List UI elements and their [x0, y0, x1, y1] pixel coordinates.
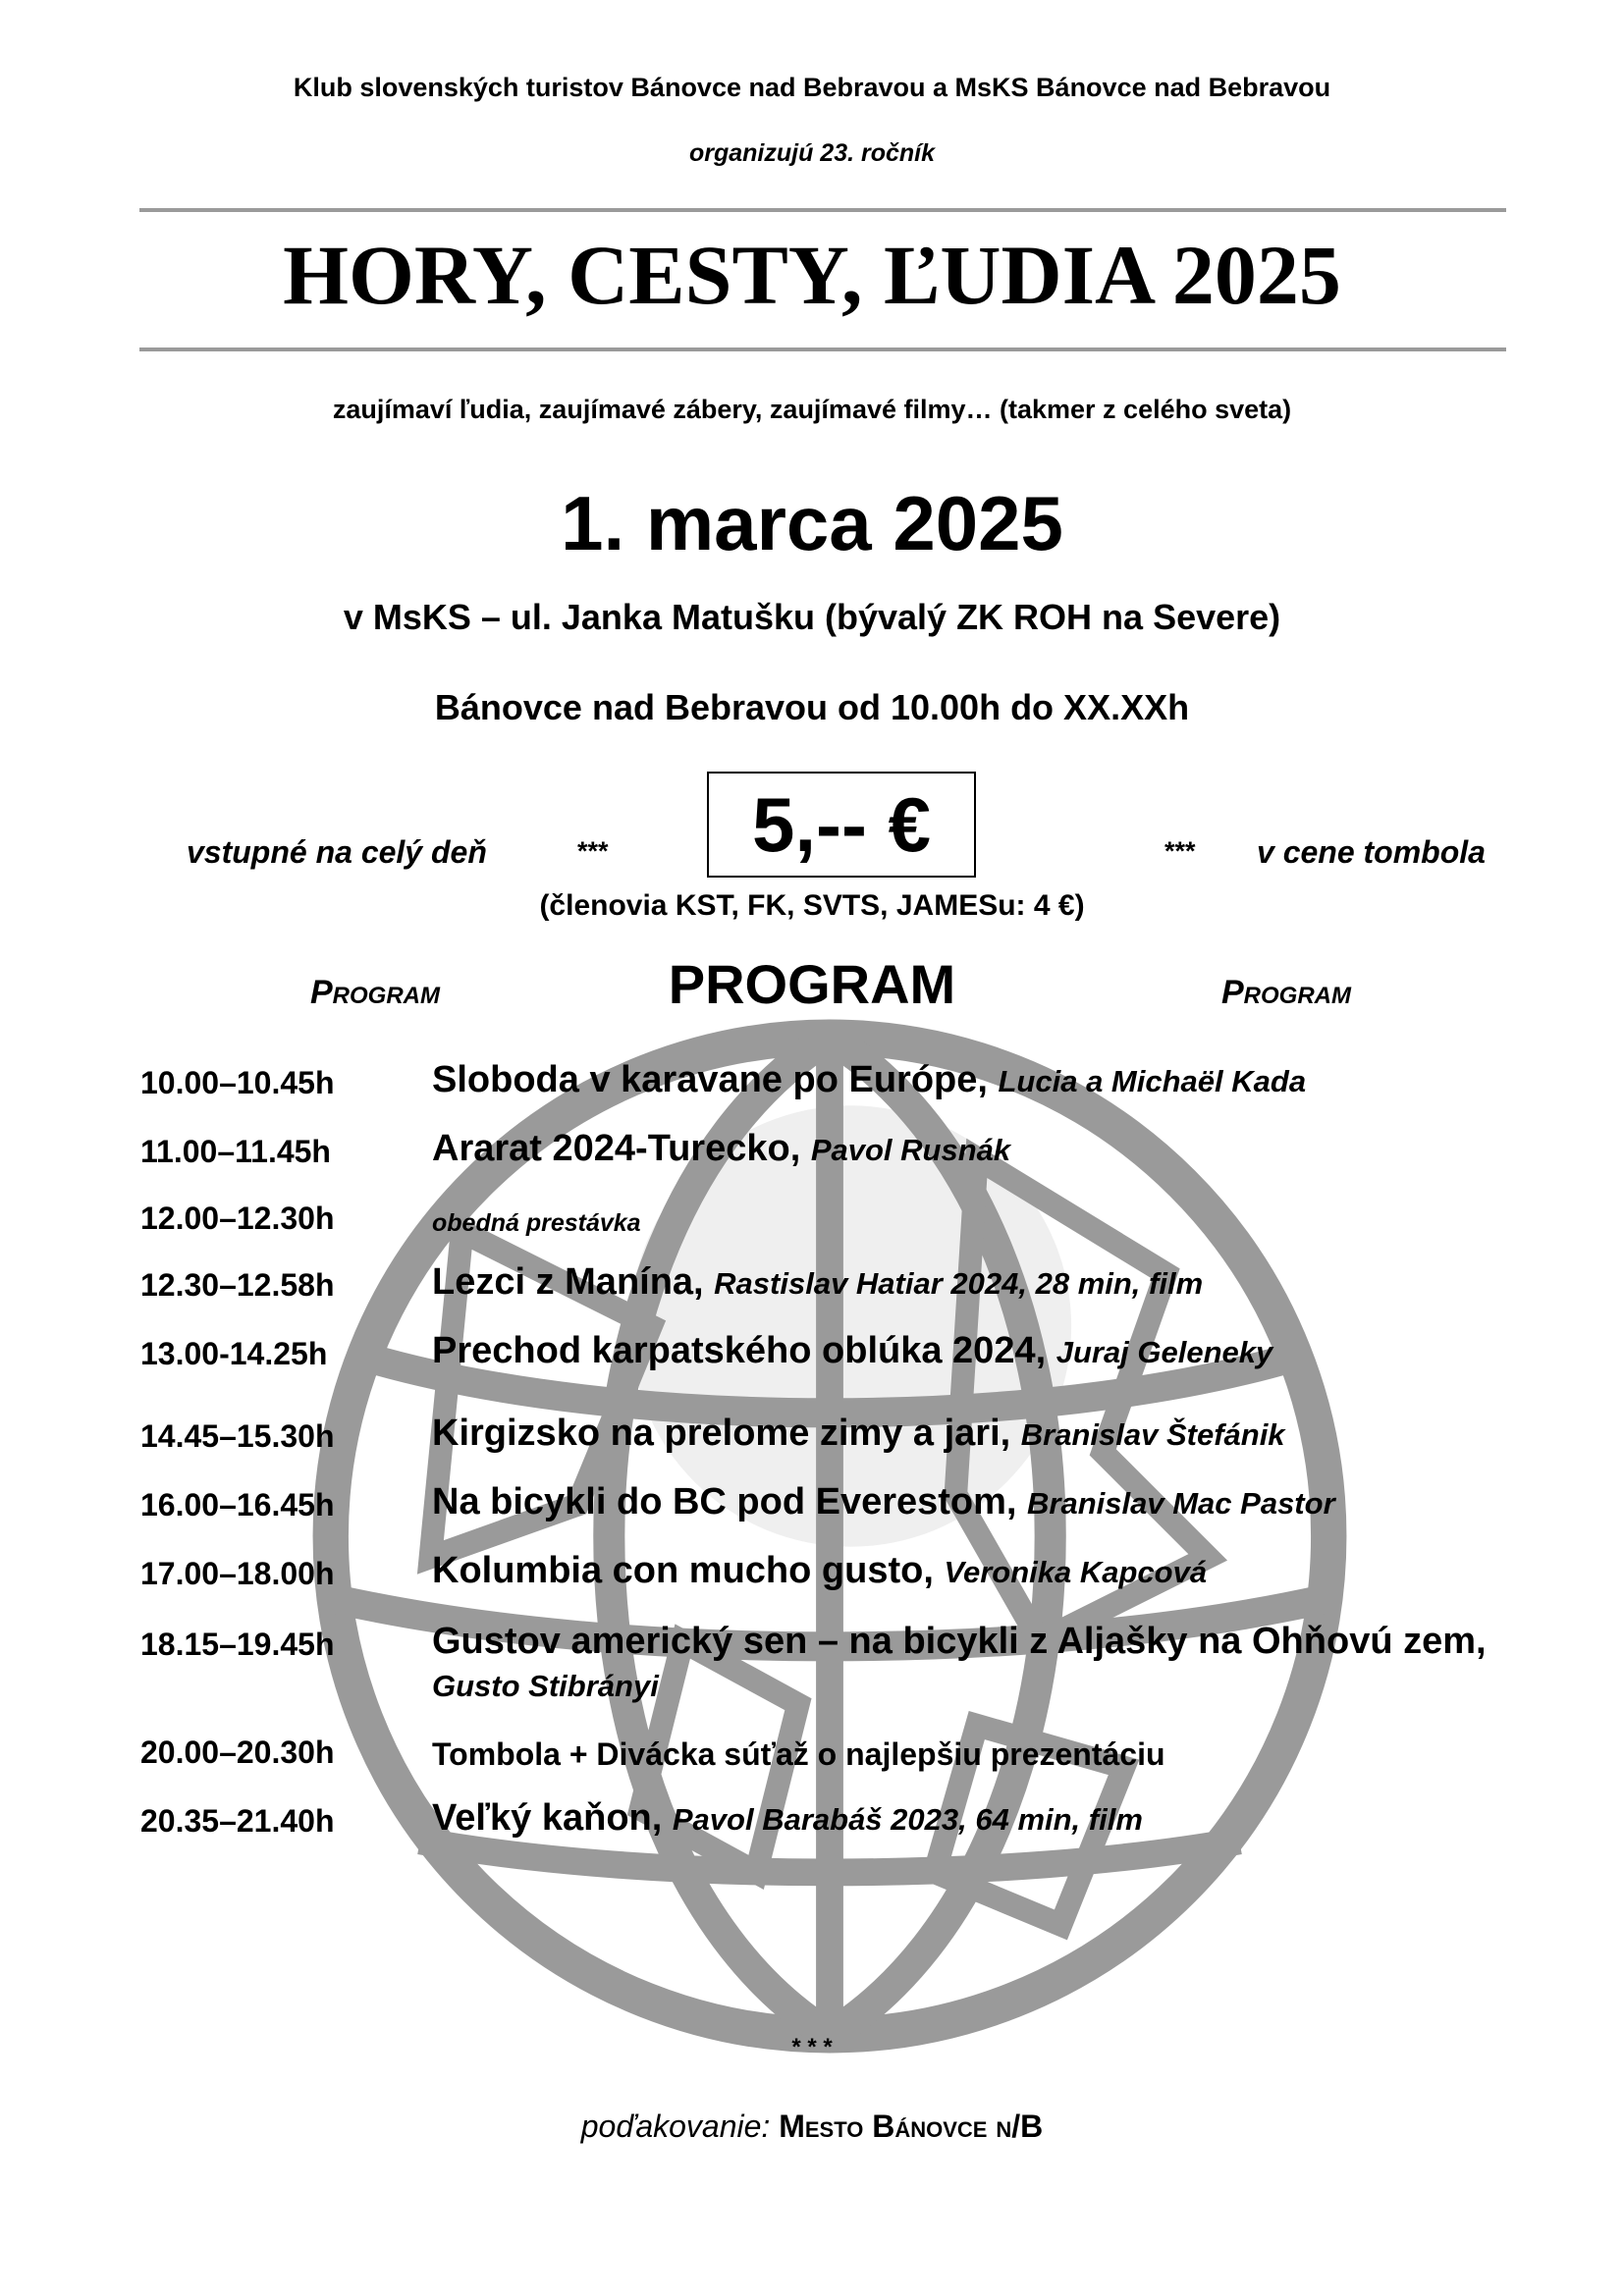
- program-time: 13.00-14.25h: [140, 1336, 328, 1371]
- program-title: [432, 1480, 1335, 1525]
- program-time: 18.15–19.45h: [140, 1627, 335, 1662]
- program-title: [432, 1329, 1272, 1374]
- ticket-right-label: v cene tombola: [1257, 834, 1486, 870]
- program-title-text: Veľký kaňon,: [432, 1797, 673, 1839]
- program-author: Pavol Rusnák: [810, 1133, 1011, 1167]
- program-heading-right: Program: [1221, 974, 1352, 1011]
- program-author: Pavol Barabáš 2023, 64 min, film: [672, 1802, 1143, 1837]
- ticket-left-label: vstupné na celý deň: [187, 834, 487, 870]
- program-title: [432, 1732, 1165, 1776]
- program-time: 20.35–21.40h: [140, 1803, 335, 1839]
- program-author: Branislav Štefánik: [1020, 1417, 1285, 1452]
- ticket-stars-right: ***: [1164, 836, 1196, 866]
- program-title: [432, 1412, 1285, 1457]
- program-author: Branislav Mac Pastor: [1027, 1486, 1335, 1521]
- program-title-text: Ararat 2024-Turecko,: [432, 1128, 811, 1169]
- edition-line: organizujú 23. ročník: [688, 139, 936, 167]
- program-title: [432, 1198, 641, 1245]
- program-time: 12.00–12.30h: [140, 1201, 335, 1236]
- program-title-text: Kirgizsko na prelome zimy a jari,: [432, 1413, 1021, 1454]
- program-time: 17.00–18.00h: [140, 1556, 335, 1591]
- program-title: [432, 1058, 1306, 1103]
- program-time: 16.00–16.45h: [140, 1487, 335, 1522]
- program-heading: PROGRAM: [668, 953, 956, 1015]
- event-date: 1. marca 2025: [561, 480, 1063, 566]
- program-author: Lucia a Michaël Kada: [998, 1064, 1307, 1098]
- thanks-label: poďakovanie:: [580, 2109, 780, 2144]
- ticket-stars-left: ***: [577, 836, 609, 866]
- tagline: zaujímaví ľudia, zaujímavé zábery, zaujímavé filmy… (takmer z celého sveta): [332, 395, 1292, 424]
- thanks-line: [0, 2109, 1624, 2145]
- location-time-line: Bánovce nad Bebravou od 10.00h do XX.XXh: [434, 687, 1190, 727]
- program-title-text: Kolumbia con mucho gusto,: [432, 1550, 945, 1591]
- program-author: Rastislav Hatiar 2024, 28 min, film: [714, 1266, 1204, 1301]
- price-box: 5,-- €: [707, 772, 976, 878]
- ticket-discount: (členovia KST, FK, SVTS, JAMESu: 4 €): [539, 889, 1085, 922]
- program-author: Juraj Geleneky: [1056, 1335, 1273, 1369]
- program-title-text: Sloboda v karavane po Európe,: [432, 1059, 999, 1100]
- program-title-text: Prechod karpatského oblúka 2024,: [432, 1330, 1056, 1371]
- program-time: 20.00–20.30h: [140, 1735, 335, 1770]
- program-title-text: Tombola + Divácka súťaž o najlepšiu prezentáciu: [432, 1736, 1165, 1772]
- program-title: [432, 1127, 1010, 1172]
- program-time: 12.30–12.58h: [140, 1267, 335, 1303]
- bottom-rule: [139, 347, 1506, 351]
- program-author: obedná prestávka: [432, 1209, 641, 1237]
- event-title: HORY, CESTY, ĽUDIA 2025: [283, 228, 1341, 322]
- program-heading-left: Program: [310, 974, 441, 1011]
- program-author: Gusto Stibrányi: [432, 1669, 659, 1703]
- program-time: 11.00–11.45h: [140, 1134, 331, 1169]
- organizers-line: Klub slovenských turistov Bánovce nad Bebravou a MsKS Bánovce nad Bebravou: [293, 73, 1331, 102]
- top-rule: [139, 208, 1506, 212]
- venue-line: v MsKS – ul. Janka Matušku (bývalý ZK ROH na Severe): [343, 597, 1281, 637]
- footer-stars: * * *: [791, 2034, 833, 2060]
- program-title: [432, 1796, 1143, 1842]
- program-title: Gustov americký sen – na bicykli z Aljašky na Ohňovú zem,: [432, 1621, 1487, 1662]
- program-title-text: Na bicykli do BC pod Everestom,: [432, 1481, 1028, 1522]
- program-time: 10.00–10.45h: [140, 1065, 335, 1100]
- program-title-text: Lezci z Manína,: [432, 1261, 715, 1303]
- thanks-sponsor: Mesto Bánovce n/B: [779, 2109, 1044, 2144]
- program-title: [432, 1549, 1207, 1594]
- program-title: [432, 1260, 1203, 1306]
- program-time: 14.45–15.30h: [140, 1418, 335, 1454]
- program-author: Veronika Kapcová: [944, 1555, 1208, 1589]
